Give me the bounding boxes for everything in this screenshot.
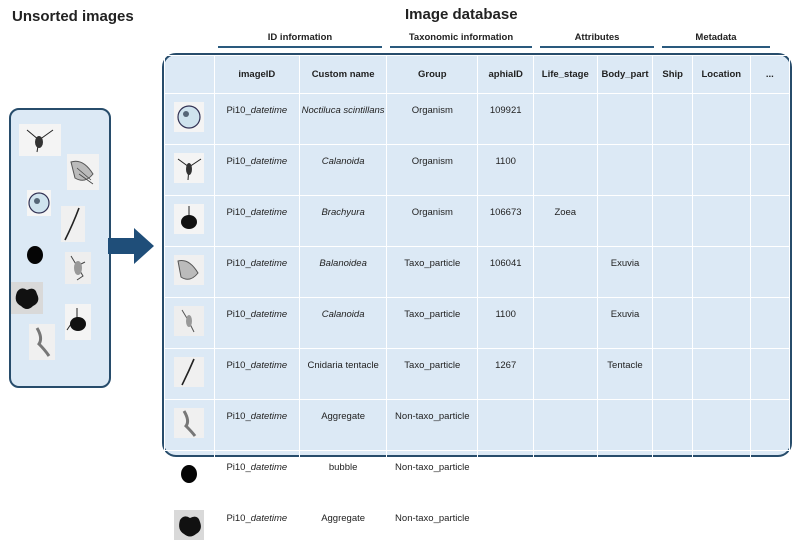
imageid-cell — [214, 94, 299, 145]
imageid-prefix: Pi10_ — [226, 513, 251, 524]
custom-name-cell: Calanoida — [300, 145, 387, 196]
unsorted-images-title: Unsorted images — [12, 8, 134, 25]
header-cell-more: ... — [750, 56, 789, 94]
ship-cell — [653, 247, 693, 298]
aggregate-thumbnail — [174, 408, 204, 438]
thumbnail-cell — [165, 94, 215, 145]
calanoida-exuvia-thumbnail — [174, 306, 204, 336]
body-part-cell: Tentacle — [597, 349, 653, 400]
more-cell — [750, 247, 789, 298]
body-part-cell: Exuvia — [597, 247, 653, 298]
header-cell-aphiaid: aphiaID — [478, 56, 534, 94]
header-cell-life-stage: Life_stage — [533, 56, 597, 94]
table-row — [165, 502, 790, 553]
thumbnail-cell — [165, 196, 215, 247]
imageid-prefix: Pi10_ — [226, 462, 251, 473]
tentacle-thumbnail — [61, 206, 85, 242]
life-stage-cell — [533, 451, 597, 502]
group-cell: Non-taxo_particle — [387, 400, 478, 451]
ship-cell — [653, 196, 693, 247]
table-row — [165, 94, 790, 145]
imageid-prefix: Pi10_ — [226, 258, 251, 269]
more-cell — [750, 94, 789, 145]
imageid-variable: datetime — [250, 462, 288, 473]
location-cell — [693, 502, 751, 553]
more-cell — [750, 502, 789, 553]
aphiaid-cell — [478, 400, 534, 451]
group-header-attributes: Attributes — [540, 32, 654, 48]
aphiaid-cell: 106673 — [478, 196, 534, 247]
location-cell — [693, 349, 751, 400]
imageid-cell — [214, 196, 299, 247]
thumbnail-cell — [165, 145, 215, 196]
balanoidea-thumbnail — [174, 255, 204, 285]
ship-cell — [653, 502, 693, 553]
bubble-thumbnail — [174, 459, 204, 489]
ship-cell — [653, 145, 693, 196]
table-row — [165, 247, 790, 298]
location-cell — [693, 94, 751, 145]
body-part-cell — [597, 502, 653, 553]
ship-cell — [653, 94, 693, 145]
imageid-cell — [214, 451, 299, 502]
imageid-prefix: Pi10_ — [226, 207, 251, 218]
copepod-thumbnail — [174, 153, 204, 183]
imageid-variable: datetime — [250, 513, 288, 524]
table-row — [165, 349, 790, 400]
group-cell: Organism — [387, 94, 478, 145]
location-cell — [693, 451, 751, 502]
aphiaid-cell: 106041 — [478, 247, 534, 298]
thumbnail-cell — [165, 451, 215, 502]
location-cell — [693, 247, 751, 298]
life-stage-cell: Zoea — [533, 196, 597, 247]
custom-name-cell: Aggregate — [300, 502, 387, 553]
imageid-prefix: Pi10_ — [226, 411, 251, 422]
image-database-table — [164, 55, 790, 553]
imageid-prefix: Pi10_ — [226, 105, 251, 116]
more-cell — [750, 298, 789, 349]
image-database-title: Image database — [405, 6, 518, 23]
header-cell-imageid: imageID — [214, 56, 299, 94]
life-stage-cell — [533, 247, 597, 298]
brachyura-thumbnail — [65, 304, 91, 340]
body-part-cell — [597, 145, 653, 196]
unsorted-images-panel — [9, 108, 111, 388]
aggregate-thumbnail — [174, 510, 204, 540]
aphiaid-cell: 1100 — [478, 298, 534, 349]
imageid-cell — [214, 298, 299, 349]
group-header-taxonomic: Taxonomic information — [390, 32, 532, 48]
brachyura-thumbnail — [174, 204, 204, 234]
imageid-cell — [214, 247, 299, 298]
location-cell — [693, 145, 751, 196]
group-cell: Non-taxo_particle — [387, 502, 478, 553]
imageid-variable: datetime — [250, 156, 288, 167]
thumbnail-cell — [165, 349, 215, 400]
header-cell-custom-name: Custom name — [300, 56, 387, 94]
balanoidea-thumbnail — [67, 154, 99, 190]
thumbnail-cell — [165, 400, 215, 451]
thumbnail-cell — [165, 298, 215, 349]
header-cell-body-part: Body_part — [597, 56, 653, 94]
imageid-prefix: Pi10_ — [226, 360, 251, 371]
thumbnail-cell — [165, 247, 215, 298]
custom-name-cell: Aggregate — [300, 400, 387, 451]
group-cell: Taxo_particle — [387, 247, 478, 298]
more-cell — [750, 349, 789, 400]
table-row — [165, 400, 790, 451]
group-cell: Taxo_particle — [387, 298, 478, 349]
ship-cell — [653, 451, 693, 502]
ship-cell — [653, 400, 693, 451]
body-part-cell — [597, 451, 653, 502]
imageid-variable: datetime — [250, 105, 288, 116]
aphiaid-cell: 1267 — [478, 349, 534, 400]
more-cell — [750, 451, 789, 502]
header-cell-location: Location — [693, 56, 751, 94]
aphiaid-cell: 1100 — [478, 145, 534, 196]
imageid-prefix: Pi10_ — [226, 309, 251, 320]
table-row — [165, 451, 790, 502]
custom-name-cell: bubble — [300, 451, 387, 502]
aphiaid-cell — [478, 502, 534, 553]
table-row — [165, 298, 790, 349]
ship-cell — [653, 349, 693, 400]
life-stage-cell — [533, 145, 597, 196]
header-cell-group: Group — [387, 56, 478, 94]
imageid-variable: datetime — [250, 309, 288, 320]
aggregate-2-thumbnail — [29, 324, 55, 360]
aggregate-thumbnail — [11, 282, 43, 314]
table-row — [165, 145, 790, 196]
body-part-cell — [597, 400, 653, 451]
table-header-row — [165, 56, 790, 94]
aphiaid-cell: 109921 — [478, 94, 534, 145]
more-cell — [750, 196, 789, 247]
table-row — [165, 196, 790, 247]
image-database-panel — [162, 53, 792, 524]
ship-cell — [653, 298, 693, 349]
location-cell — [693, 298, 751, 349]
imageid-cell — [214, 145, 299, 196]
custom-name-cell: Balanoidea — [300, 247, 387, 298]
tentacle-thumbnail — [174, 357, 204, 387]
imageid-variable: datetime — [250, 207, 288, 218]
imageid-variable: datetime — [250, 360, 288, 371]
copepod-thumbnail — [19, 124, 61, 156]
more-cell — [750, 400, 789, 451]
group-cell: Taxo_particle — [387, 349, 478, 400]
more-cell — [750, 145, 789, 196]
life-stage-cell — [533, 94, 597, 145]
custom-name-cell: Brachyura — [300, 196, 387, 247]
custom-name-cell: Calanoida — [300, 298, 387, 349]
life-stage-cell — [533, 298, 597, 349]
imageid-prefix: Pi10_ — [226, 156, 251, 167]
life-stage-cell — [533, 400, 597, 451]
body-part-cell: Exuvia — [597, 298, 653, 349]
life-stage-cell — [533, 349, 597, 400]
imageid-cell — [214, 349, 299, 400]
group-header-metadata: Metadata — [662, 32, 770, 48]
custom-name-cell: Cnidaria tentacle — [300, 349, 387, 400]
group-cell: Non-taxo_particle — [387, 451, 478, 502]
bubble-thumbnail — [25, 244, 45, 266]
body-part-cell — [597, 196, 653, 247]
body-part-cell — [597, 94, 653, 145]
calanoida-exuvia-thumbnail — [65, 252, 91, 284]
life-stage-cell — [533, 502, 597, 553]
group-header-id: ID information — [218, 32, 382, 48]
thumbnail-cell — [165, 502, 215, 553]
location-cell — [693, 400, 751, 451]
header-cell-ship: Ship — [653, 56, 693, 94]
group-cell: Organism — [387, 145, 478, 196]
group-cell: Organism — [387, 196, 478, 247]
noctiluca-thumbnail — [174, 102, 204, 132]
aphiaid-cell — [478, 451, 534, 502]
imageid-variable: datetime — [250, 411, 288, 422]
header-cell-image — [165, 56, 215, 94]
custom-name-cell: Noctiluca scintillans — [300, 94, 387, 145]
imageid-variable: datetime — [250, 258, 288, 269]
right-arrow-icon — [108, 226, 156, 266]
location-cell — [693, 196, 751, 247]
imageid-cell — [214, 400, 299, 451]
imageid-cell — [214, 502, 299, 553]
noctiluca-thumbnail — [27, 190, 51, 216]
